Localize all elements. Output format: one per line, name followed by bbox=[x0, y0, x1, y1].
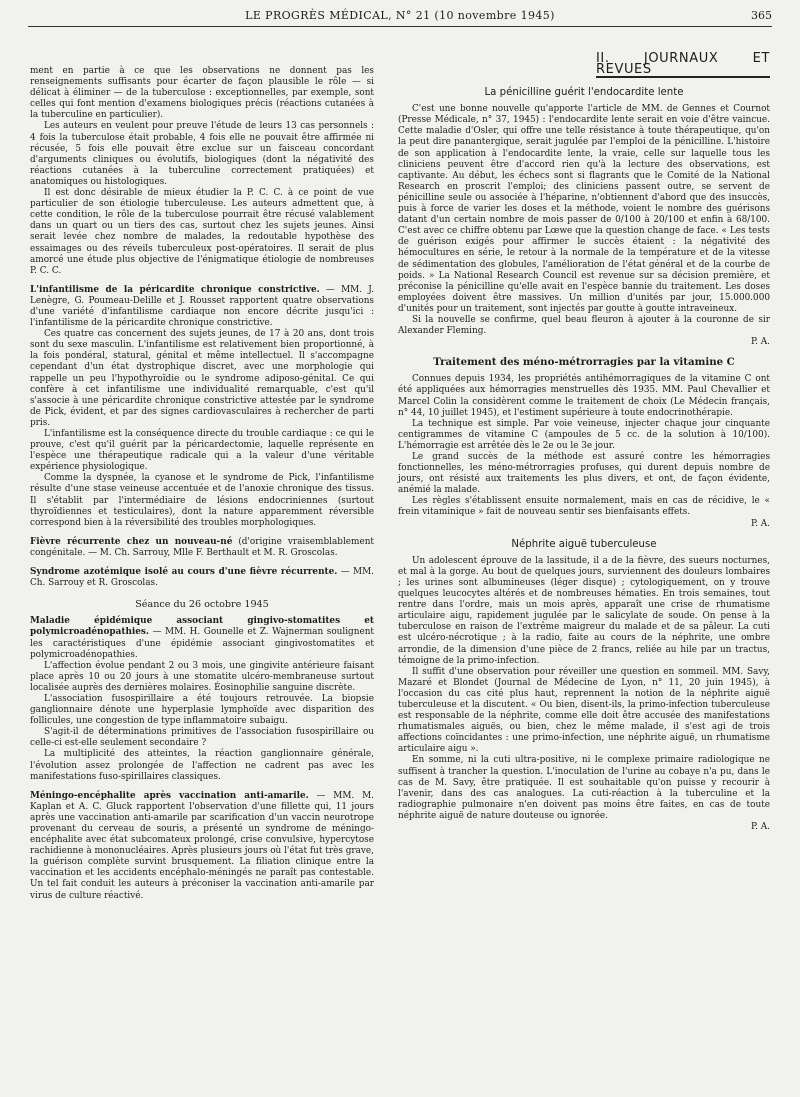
paragraph: S'agit-il de déterminations primitives de l'association fusospirillaire ou celle-ci est-elle seulement secondaire ? bbox=[30, 727, 374, 749]
abstract-title: Méningo-encéphalite après vaccination anti-amarile. bbox=[30, 790, 309, 801]
paragraph: Ces quatre cas concernent des sujets jeunes, de 17 à 20 ans, dont trois sont du sexe masculin. L'infantilisme est relativement bien proportionné, à la fois pondéral, statural, génital et même intellectuel. Il s'accompagne cependant d'un état dystrophique discret, avec une morphologie qui rappelle un peu l'hypothyroïdie ou le syndrome adiposo-génital. Ce qui confère à cet infantilisme une individualité remarquable, c'est qu'il s'associe à une péricardite chronique constrictive attestée par le syndrome de Pick, évident, et par des signes cardiovasculaires à rechercher de parti pris. bbox=[30, 329, 374, 428]
article-title: Traitement des méno-métrorragies par la vitamine C bbox=[433, 356, 735, 369]
paragraph: La technique est simple. Par voie veineuse, injecter chaque jour cinquante centigrammes de vitamine C (ampoules de 5 cc. de la solution à 10/100). L'hémorragie est arrêtée dès le 2e ou le 3e jour. bbox=[398, 418, 770, 451]
abstract-meningo-encephalite bbox=[30, 791, 374, 902]
session-date-heading: Séance du 26 octobre 1945 bbox=[135, 599, 269, 611]
journal-running-title: LE PROGRÈS MÉDICAL, N° 21 (10 novembre 1945) bbox=[245, 9, 555, 22]
paragraph: Un adolescent éprouve de la lassitude, il a de la fièvre, des sueurs nocturnes, et mal à la gorge. Au bout de quelques jours, surviennent des douleurs lombaires ; les urines sont albumineuses (léger disque) ; cytologiquement, on y trouve quelques leucocytes altérés et de nombreuses hématies. En trois semaines, tout rentre dans l'ordre, mais un mois après, apparaît une crise de rhumatisme articulaire aigu, rapidement jugulée par le salicylate de soude. On pense à la tuberculose en raison de l'extrême maigreur du malade et de sa pâleur. La cuti est ulcéro-nécrotique ; à la radio, faite au cours de la néphrite, une ombre arrondie, de la dimension d'une pièce de 2 francs, reliée au hile par un tractus, témoigne de la primo-infection. bbox=[398, 555, 770, 666]
left-column bbox=[30, 66, 374, 902]
paragraph: L'affection évolue pendant 2 ou 3 mois, une gingivite antérieure faisant place après 10 ou 20 jours à une stomatite ulcéro-membraneuse surtout localisée auprès des dernières molaires. Éosinophilie sanguine discrète. bbox=[30, 660, 374, 693]
abstract-fievre-recurrente bbox=[30, 537, 374, 559]
paragraph: L'infantilisme est la conséquence directe du trouble cardiaque : ce qui le prouve, c'est qu'il guérit par la péricardectomie, laquelle représente en l'espèce une thérapeutique radicale qui a la valeur d'une véritable expérience physiologique. bbox=[30, 429, 374, 473]
author-initials: P. A. bbox=[750, 822, 770, 832]
abstract-authors: — MM. J. Lenègre, G. Poumeau-Delille et J. Rousset bbox=[30, 284, 374, 306]
paragraph: Connues depuis 1934, les propriétés antihémorragiques de la vitamine C ont été appliquées aux hémorragies menstruelles dès 1935. MM. Paul Chevallier et Marcel Colin la considèrent comme le traitement de choix (Le Médecin français, n° 44, 10 juillet 1945), et l'estiment supérieure à toute endocrinothérapie. bbox=[398, 374, 770, 418]
abstract-title: Fièvre récurrente chez un nouveau-né bbox=[30, 536, 233, 547]
paragraph: Comme la dyspnée, la cyanose et le syndrome de Pick, l'infantilisme résulte d'une stase veineuse accentuée et de l'anoxie chronique des tissus. Il s'établit par l'intermédiaire de lésions endocriniennes (surtout thyroïdiennes et testiculaires), dont la nature apparemment réversible correspond bien à la réversibilité des troubles morphologiques. bbox=[30, 473, 374, 528]
right-column bbox=[398, 50, 770, 833]
paragraph: Le grand succès de la méthode est assuré contre les hémorragies fonctionnelles, les méno-métrorragies profuses, qui durent depuis nombre de jours, ont résisté aux traitements les plus divers, et ont, de façon évidente, anémié la malade. bbox=[398, 452, 770, 496]
abstract-gingivo-stomatites bbox=[30, 616, 374, 660]
paragraph: Si la nouvelle se confirme, quel beau fleuron à ajouter à la couronne de sir Alexander Fleming. bbox=[398, 314, 770, 337]
abstract-title: Syndrome azotémique isolé au cours d'une fièvre récurrente. bbox=[30, 567, 338, 578]
abstract-infantilisme bbox=[30, 285, 374, 329]
abstract-lead: — MM. M. Kaplan et A. C. Gluck rapportent l'observation d'une fillette qui, 11 jours après une vaccination anti-amarile par scarification d'un vaccin neurotrope provenant du cerveau de souris, a présenté un syndrome de méningo-encéphalite avec état subcomateux prolongé, crise convulsive, hypercytose rachidienne à mononucléaires. Après plusieurs jours où l'état fut très grave, la guérison complète survint brusquement. La filiation clinique entre la vaccination et les accidents encéphalo-méningés ne paraît pas contestable. Un tel fait conduit les auteurs à préconiser la vaccination anti-amarile par virus de culture réactivé. bbox=[30, 790, 374, 901]
paragraph: ment en partie à ce que les observations ne donnent pas les renseignements suffisants pour écarter de façon plausible le rôle — si délicat à éliminer — de la tuberculose : exceptionnelles, par exemple, sont celles qui font mention d'examens biologiques précis (réactions cutanées à la tuberculine en particulier). bbox=[30, 66, 374, 121]
section-heading: II. JOURNAUX ET REVUES bbox=[596, 50, 770, 77]
abstract-authors: (d'origine vraisemblablement congénitale. — M. Ch. Sarrouy, Mlle F. Berthault et M. R. Groscolas. bbox=[30, 536, 374, 558]
article-title: Néphrite aiguë tuberculeuse bbox=[511, 538, 657, 550]
paragraph: En somme, ni la cuti ultra-positive, ni le complexe primaire radiologique ne suffisent à trancher la question. L'inoculation de l'urine au cobaye n'a pu, dans le cas de M. Savy, être pratiquée. Il est souhaitable qu'on puisse y recourir à l'avenir, dans des cas analogues. La cuti-réaction à la tuberculine et la radiographie pulmonaire n'en doivent pas moins être faites, en cas de toute néphrite aiguë de nature douteuse ou ignorée. bbox=[398, 755, 770, 821]
abstract-lead: rapportent quatre observations d'une variété d'infantilisme cardiaque non encore décrite jusqu'ici : l'infantilisme de la péricardite chronique constrictive. bbox=[30, 295, 374, 329]
abstract-authors: — MM. Ch. Sarrouy et R. Groscolas. bbox=[30, 567, 374, 589]
paragraph: Il est donc désirable de mieux étudier la P. C. C. à ce point de vue particulier de son étiologie tuberculeuse. Les auteurs admettent que, à cette condition, le rôle de la tuberculose pourrait être récusé valablement dans un quart ou un tiers des cas, surtout chez les sujets jeunes. Ainsi serait levée chez nombre de malades, la redoutable hypothèse des essaimages ou des réveils tuberculeux post-opératoires. Il serait de plus amorcé une étude plus objective de l'énigmatique étiologie de nombreuses P. C. C. bbox=[30, 188, 374, 276]
page-header bbox=[28, 6, 772, 27]
paragraph: Les règles s'établissent ensuite normalement, mais en cas de récidive, le « frein vitaminique » fait de nouveau sentir ses bienfaisants effets. bbox=[398, 496, 770, 518]
abstract-syndrome-azotemique bbox=[30, 567, 374, 589]
page-number: 365 bbox=[751, 9, 772, 22]
paragraph: C'est une bonne nouvelle qu'apporte l'article de MM. de Gennes et Cournot (Presse Médicale, n° 37, 1945) : l'endocardite lente serait en voie d'être vaincue. Cette maladie d'Osler, qui offre une telle résistance à toute thérapeutique, qu'on la peut dire panantergique, serait jugulée par l'emploi de la pénicilline. L'histoire de son application à l'endocardite lente, la vraie, celle sur laquelle tous les cliniciens peuvent être d'accord rien qu'à la lecture des observations, est captivante. Au début, les échecs sont si flagrants que le Comité de la National Research en proscrit l'emploi; des cliniciens passent outre, se servent de pénicilline seule ou associée à l'héparine, n'obtiennent d'abord que des insuccès, puis à force de varier les doses et la méthode, voient le nombre des guérisons datant d'un certain nombre de mois passer de 0/100 à 20/100 et enfin à 68/100. C'est avec ce chiffre obtenu par Lœwe que la question change de face. « Les tests de guérison exigés pour affirmer le succès étaient : la négativité des hémocultures en série, le retour à la normale de la température et de la vitesse de sédimentation des globules, l'amélioration de l'état général et de la courbe de poids. » La National Research Council est revenue sur sa décision première, et préconise la pénicilline qu'elle avait en l'espèce bannie du traitement. Les doses employées doivent être massives. Un million d'unités par jour, 15.000.000 d'unités pour un traitement, sont injectés par goutte à goutte intraveineux. bbox=[398, 104, 770, 314]
abstract-title: L'infantilisme de la péricardite chronique constrictive. bbox=[30, 284, 320, 295]
abstract-title: Maladie épidémique associant gingivo-stomatites et polymicroadénopathies. bbox=[30, 616, 374, 638]
paragraph: La multiplicité des atteintes, la réaction ganglionnaire générale, l'évolution assez prolongée de l'affection ne cadrent pas avec les manifestations fuso-spirillaires classiques. bbox=[30, 749, 374, 782]
paragraph: L'association fusospirillaire a été toujours retrouvée. La biopsie ganglionnaire dénote une hyperplasie lymphoïde avec disparition des follicules, une congestion de type inflammatoire subaigu. bbox=[30, 693, 374, 727]
author-initials: P. A. bbox=[750, 337, 770, 348]
author-initials: P. A. bbox=[750, 518, 770, 529]
article-title: La pénicilline guérit l'endocardite lente bbox=[484, 87, 684, 99]
paragraph: Il suffit d'une observation pour réveiller une question en sommeil. MM. Savy, Mazaré et Blondet (Journal de Médecine de Lyon, n° 11, 20 juin 1945), à l'occasion du cas cité plus haut, reprennent la notion de la néphrite aiguë tuberculeuse et la discutent. « Ou bien, disent-ils, la primo-infection tuberculeuse est responsable de la néphrite, comme elle doit être accusée des manifestations rhumatismales aiguës, ou bien, chez le même malade, il s'est agi de trois affections coïncidantes : une primo-infection, une néphrite aiguë, un rhumatisme articulaire aigu ». bbox=[398, 666, 770, 755]
abstract-lead: — MM. H. Gounelle et Z. Wajnerman soulignent les caractéristiques d'une épidémie associant gingivostomatites et polymicroadénopathies. bbox=[30, 627, 374, 660]
paragraph: Les auteurs en veulent pour preuve l'étude de leurs 13 cas personnels : 4 fois la tuberculose était probable, 4 fois elle ne pouvait être affirmée ni récusée, 5 fois elle pouvait être exclue sur un faisceau concordant d'arguments cliniques ou évolutifs, biologiques (dont la négativité des réactions cutanées à la tuberculine correctement pratiquées) et anatomiques ou histologiques. bbox=[30, 121, 374, 187]
